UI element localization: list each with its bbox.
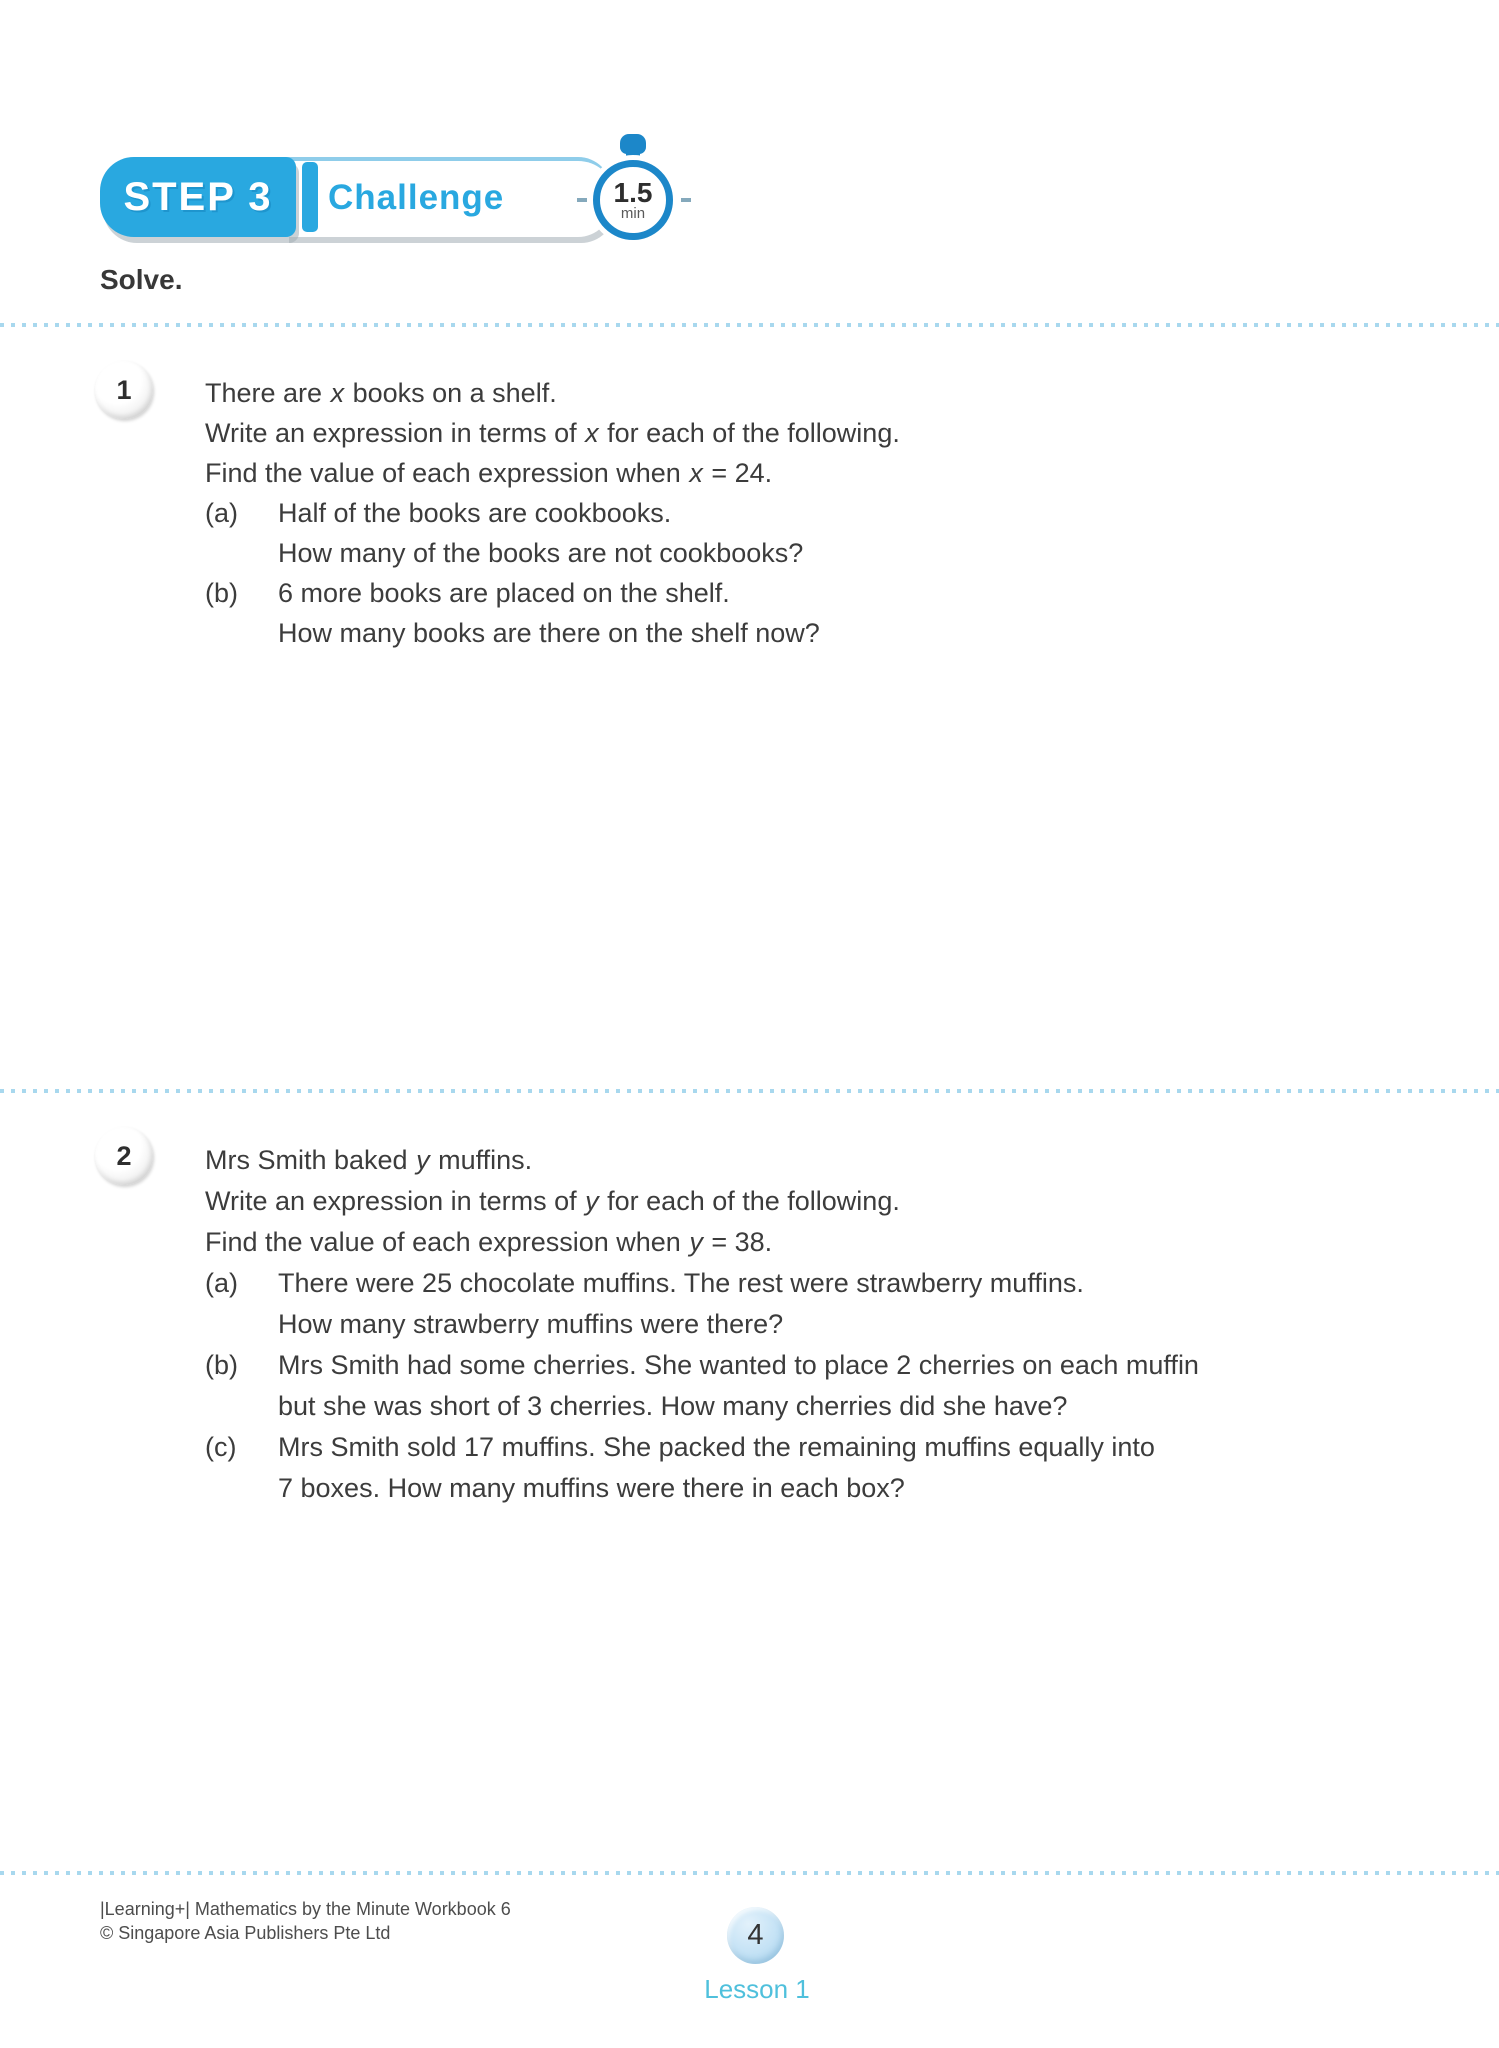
text-line: [205, 1263, 1199, 1304]
step-banner: [100, 157, 648, 237]
text-line: [205, 1345, 1199, 1386]
line-text: Find the value of each expression when y = 38.: [205, 1227, 773, 1257]
text-line: [205, 413, 900, 453]
question-number: 1: [116, 374, 132, 405]
line-text: Write an expression in terms of x for each of the following.: [205, 418, 900, 448]
timer-unit: min: [620, 204, 646, 222]
text-line: [205, 613, 900, 653]
line-text: Mrs Smith sold 17 muffins. She packed the remaining muffins equally into: [278, 1432, 1155, 1462]
stopwatch-icon: [585, 132, 681, 248]
stopwatch-dial: [593, 160, 673, 240]
line-text: Mrs Smith baked y muffins.: [205, 1145, 533, 1175]
item-label: (a): [205, 1268, 238, 1298]
book-title: |Learning+| Mathematics by the Minute Workbook 6: [100, 1899, 511, 1919]
line-text: Half of the books are cookbooks.: [278, 498, 672, 528]
page-number: 4: [747, 1919, 764, 1951]
dotted-separator: [0, 1871, 1499, 1875]
text-line: [205, 453, 900, 493]
section-label: Challenge: [328, 178, 505, 217]
timer-value: 1.5: [613, 176, 653, 208]
line-text: Mrs Smith had some cherries. She wanted to place 2 cherries on each muffin: [278, 1350, 1199, 1380]
line-text: but she was short of 3 cherries. How many cherries did she have?: [278, 1391, 1068, 1421]
stopwatch-outer-tick-left: [577, 198, 587, 202]
line-text: There were 25 chocolate muffins. The rest were strawberry muffins.: [278, 1268, 1084, 1298]
line-text: Find the value of each expression when x = 24.: [205, 458, 773, 488]
line-text: How many strawberry muffins were there?: [278, 1309, 784, 1339]
stopwatch-outer-tick-right: [681, 198, 691, 202]
text-line: [205, 1427, 1199, 1468]
instruction-heading: Solve.: [100, 264, 183, 295]
line-text: How many of the books are not cookbooks?: [278, 538, 804, 568]
line-text: There are x books on a shelf.: [205, 378, 557, 408]
dotted-separator: [0, 323, 1499, 327]
line-text: Write an expression in terms of y for each of the following.: [205, 1186, 900, 1216]
text-line: [205, 573, 900, 613]
text-line: [205, 1468, 1199, 1509]
item-label: (c): [205, 1432, 237, 1462]
text-line: [205, 1181, 1199, 1222]
question-1-badge: [95, 361, 153, 419]
question-1-text: [205, 373, 900, 653]
item-label: (a): [205, 498, 238, 528]
text-line: [205, 1140, 1199, 1181]
dotted-separator: [0, 1089, 1499, 1093]
text-line: [205, 373, 900, 413]
question-2-text: [205, 1140, 1199, 1509]
line-text: 7 boxes. How many muffins were there in each box?: [278, 1473, 905, 1503]
line-text: 6 more books are placed on the shelf.: [278, 578, 730, 608]
line-text: How many books are there on the shelf now?: [278, 618, 820, 648]
banner-notch: [302, 162, 318, 232]
text-line: [205, 533, 900, 573]
item-label: (b): [205, 578, 238, 608]
lesson-label: Lesson 1: [704, 1974, 810, 2004]
text-line: [205, 1222, 1199, 1263]
question-number: 2: [116, 1140, 132, 1171]
copyright-line: © Singapore Asia Publishers Pte Ltd: [100, 1923, 391, 1943]
step-label: STEP 3: [123, 175, 273, 219]
question-2-badge: [95, 1127, 153, 1185]
page-number-badge: [727, 1907, 784, 1964]
item-label: (b): [205, 1350, 238, 1380]
text-line: [205, 1386, 1199, 1427]
step-block: [100, 157, 296, 237]
text-line: [205, 1304, 1199, 1345]
text-line: [205, 493, 900, 533]
